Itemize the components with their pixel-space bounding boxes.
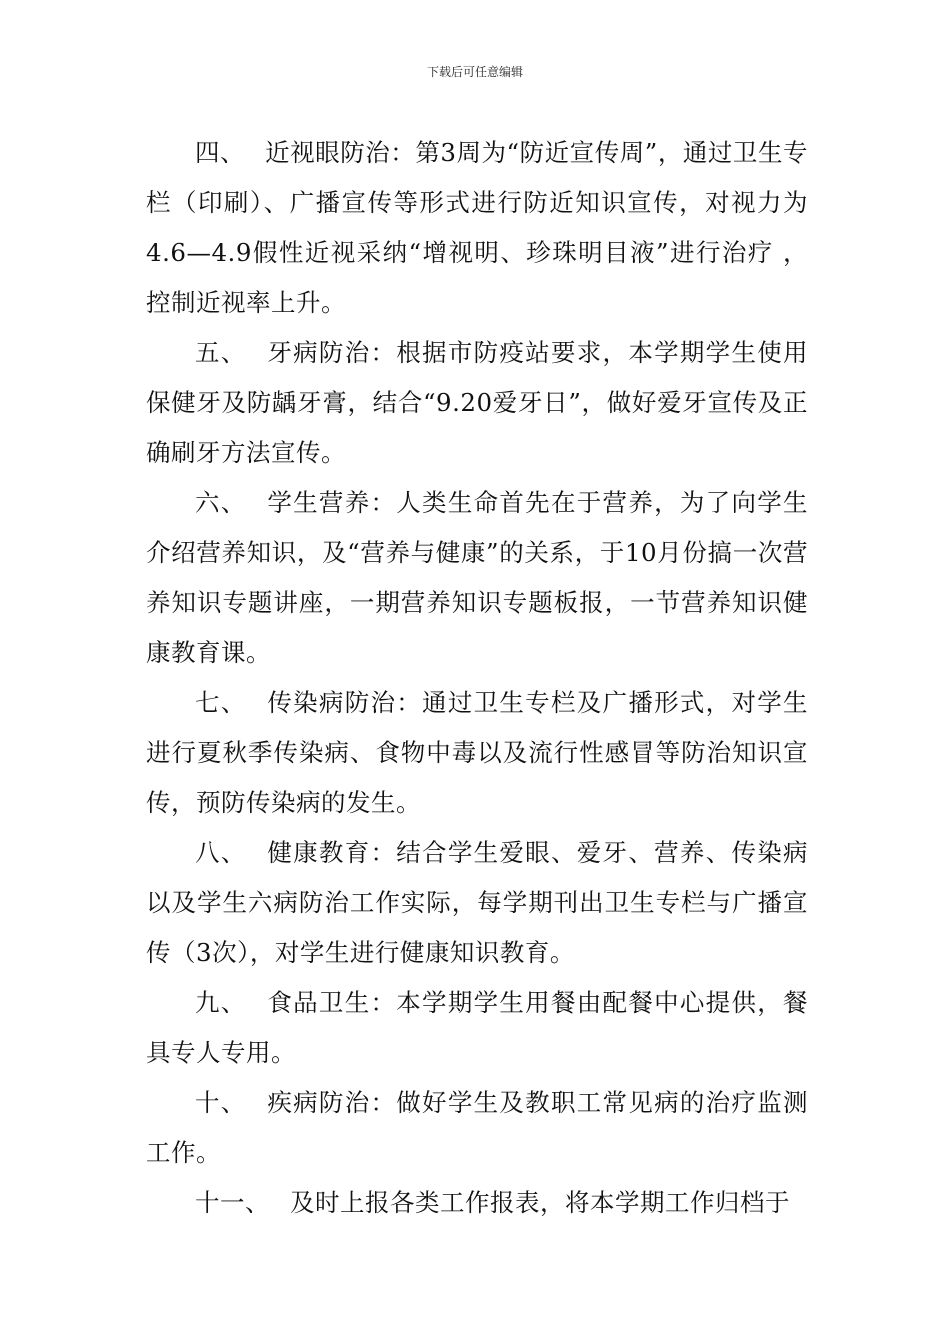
paragraph-number: 七、	[195, 688, 247, 717]
paragraph-text: 食品卫生：本学期学生用餐由配餐中心提供，餐具专人专用。	[146, 988, 809, 1067]
paragraph-number: 六、	[195, 488, 247, 517]
paragraph-text: 传染病防治：通过卫生专栏及广播形式，对学生进行夏秋季传染病、食物中毒以及流行性感冒等防治知识宣传，预防传染病的发生。	[146, 688, 809, 817]
paragraph-8	[146, 828, 808, 978]
paragraph-10	[146, 1078, 808, 1178]
paragraph-number: 八、	[195, 838, 247, 867]
paragraph-text: 牙病防治：根据市防疫站要求，本学期学生使用保健牙及防龋牙膏，结合“9.20爱牙日”，做好爱牙宣传及正确刷牙方法宣传。	[146, 338, 809, 467]
paragraph-5	[146, 328, 808, 478]
paragraph-11	[146, 1178, 808, 1228]
paragraph-number: 九、	[195, 988, 247, 1017]
paragraph-number: 十一、	[195, 1188, 270, 1217]
paragraph-text: 健康教育：结合学生爱眼、爱牙、营养、传染病以及学生六病防治工作实际，每学期刊出卫生专栏与广播宣传（3次），对学生进行健康知识教育。	[146, 838, 809, 967]
page-header: 下载后可任意编辑	[426, 65, 523, 79]
paragraph-number: 十、	[195, 1088, 247, 1117]
paragraph-text: 疾病防治：做好学生及教职工常见病的治疗监测工作。	[146, 1088, 809, 1167]
paragraph-6	[146, 478, 808, 678]
paragraph-text: 及时上报各类工作报表，将本学期工作归档于	[290, 1188, 790, 1217]
paragraph-number: 五、	[195, 338, 247, 367]
paragraph-9	[146, 978, 808, 1078]
paragraph-number: 四、	[195, 138, 246, 167]
paragraph-text: 近视眼防治：第3周为“防近宣传周”，通过卫生专栏（印刷）、广播宣传等形式进行防近知识宣传，对视力为4.6—4.9假性近视采纳“增视明、珍珠明目液”进行治疗 ，控制近视率上升。	[146, 138, 809, 317]
paragraph-7	[146, 678, 808, 828]
paragraph-text: 学生营养：人类生命首先在于营养，为了向学生介绍营养知识，及“营养与健康”的关系，于10月份搞一次营养知识专题讲座，一期营养知识专题板报，一节营养知识健康教育课。	[146, 488, 809, 667]
paragraph-4	[146, 128, 808, 328]
document-body	[146, 128, 808, 1228]
